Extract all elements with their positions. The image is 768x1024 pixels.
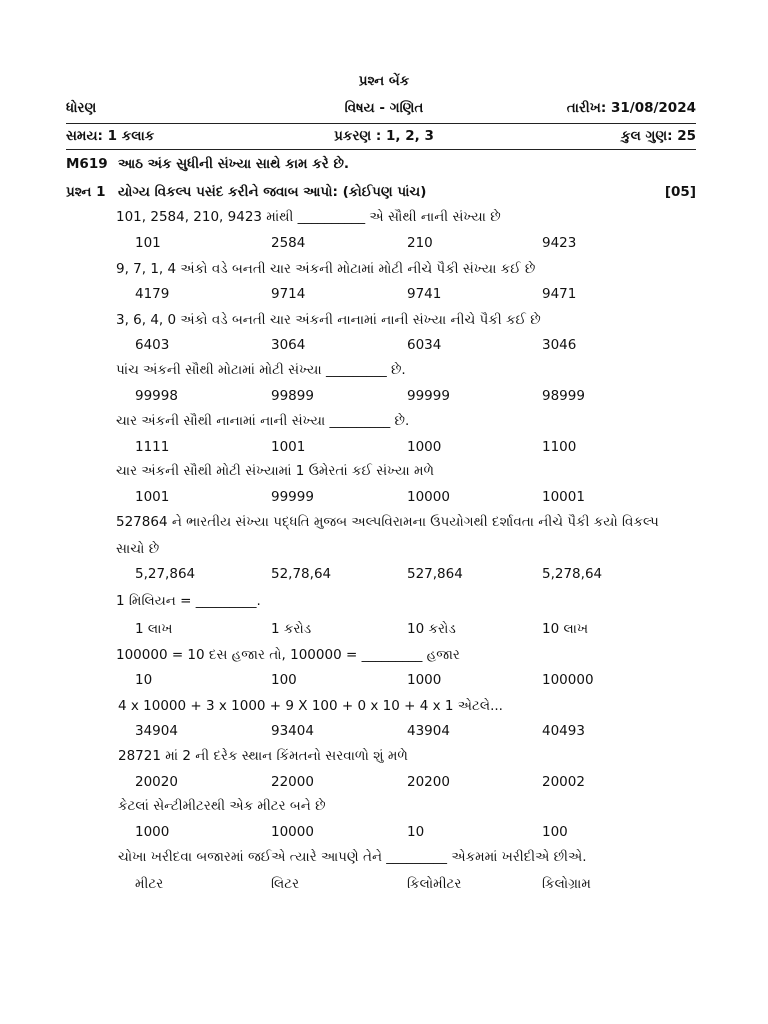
- question-9-option-d: 100000: [542, 672, 594, 688]
- question-3-text: 3, 6, 4, 0 અંકો વડે બનતી ચાર અંકની નાનામાં નાની સંખ્યા નીચે પૈકી કઈ છે: [116, 312, 541, 328]
- question-1-option-a: 101: [135, 235, 161, 251]
- question-5-option-d: 1100: [542, 439, 577, 455]
- chapters-label: પ્રકરણ : 1, 2, 3: [334, 128, 434, 144]
- header-divider-top: [66, 123, 696, 124]
- question-2-option-d: 9471: [542, 286, 577, 302]
- question-4-option-d: 98999: [542, 388, 585, 404]
- question-10-text: 4 x 10000 + 3 x 1000 + 9 X 100 + 0 x 10 + 4 x 1 એટલે...: [118, 698, 503, 714]
- date-label: તારીખ: 31/08/2024: [566, 100, 696, 116]
- question-7-option-d: 5,278,64: [542, 566, 603, 582]
- question-4-text: પાંચ અંકની સૌથી મોટામાં મોટી સંખ્યા _________ છે.: [116, 362, 406, 378]
- question-5-text: ચાર અંકની સૌથી નાનામાં નાની સંખ્યા _________ છે.: [116, 413, 410, 429]
- question-8-option-a: 1 લાખ: [135, 621, 173, 637]
- question-5-option-b: 1001: [271, 439, 306, 455]
- question-1-option-c: 210: [407, 235, 433, 251]
- question-4-option-c: 99999: [407, 388, 450, 404]
- question-8-option-d: 10 લાખ: [542, 621, 589, 637]
- question-2-option-a: 4179: [135, 286, 170, 302]
- header-divider-bottom: [66, 149, 696, 150]
- question-13-option-c: કિલોમીટર: [407, 876, 462, 892]
- question-5-option-a: 1111: [135, 439, 170, 455]
- question-4-option-a: 99998: [135, 388, 178, 404]
- question-12-option-d: 100: [542, 824, 568, 840]
- question-13-option-d: કિલોગ્રામ: [542, 876, 591, 892]
- question-3-option-d: 3046: [542, 337, 577, 353]
- question-6-option-a: 1001: [135, 489, 170, 505]
- question-2-option-c: 9741: [407, 286, 442, 302]
- outcome-code: M619: [66, 156, 108, 172]
- question-9-option-a: 10: [135, 672, 153, 688]
- question-8-option-c: 10 કરોડ: [407, 621, 456, 637]
- question-13-text: ચોખા ખરીદવા બજારમાં જઈએ ત્યારે આપણે તેને _________ એકમમાં ખરીદીએ છીએ.: [118, 849, 587, 865]
- question-13-option-a: મીટર: [135, 876, 164, 892]
- question-2-text: 9, 7, 1, 4 અંકો વડે બનતી ચાર અંકની મોટામાં મોટી નીચે પૈકી સંખ્યા કઈ છે: [116, 261, 536, 277]
- question-6-option-b: 99999: [271, 489, 314, 505]
- question-10-option-a: 34904: [135, 723, 178, 739]
- section-number: પ્રશ્ન 1: [66, 184, 106, 200]
- question-1-text: 101, 2584, 210, 9423 માંથી __________ એ સૌથી નાની સંખ્યા છે: [116, 209, 501, 225]
- question-12-option-a: 1000: [135, 824, 170, 840]
- time-label: સમય: 1 કલાક: [66, 128, 155, 144]
- question-10-option-c: 43904: [407, 723, 450, 739]
- question-6-text: ચાર અંકની સૌથી મોટી સંખ્યામાં 1 ઉમેરતાં કઈ સંખ્યા મળે: [116, 463, 435, 479]
- question-11-option-b: 22000: [271, 774, 314, 790]
- question-11-option-c: 20200: [407, 774, 450, 790]
- total-marks-label: કુલ ગુણ: 25: [621, 128, 696, 144]
- question-7-option-a: 5,27,864: [135, 566, 196, 582]
- question-5-option-c: 1000: [407, 439, 442, 455]
- question-4-option-b: 99899: [271, 388, 314, 404]
- subject-label: વિષય - ગણિત: [344, 100, 424, 116]
- question-8-text: 1 મિલિયન = _________.: [116, 593, 261, 609]
- question-6-option-c: 10000: [407, 489, 450, 505]
- question-10-option-d: 40493: [542, 723, 585, 739]
- question-13-option-b: લિટર: [271, 876, 300, 892]
- question-11-option-a: 20020: [135, 774, 178, 790]
- question-3-option-a: 6403: [135, 337, 170, 353]
- question-6-option-d: 10001: [542, 489, 585, 505]
- question-2-option-b: 9714: [271, 286, 306, 302]
- question-1-option-b: 2584: [271, 235, 306, 251]
- section-instruction: યોગ્ય વિકલ્પ પસંદ કરીને જવાબ આપો: (કોઈપણ પાંચ): [118, 184, 427, 200]
- question-9-option-b: 100: [271, 672, 297, 688]
- question-12-text: કેટલાં સેન્ટીમીટરથી એક મીટર બને છે: [118, 798, 326, 814]
- outcome-text: આઠ અંક સુધીની સંખ્યા સાથે કામ કરે છે.: [118, 156, 350, 172]
- question-7-text-line2: સાચો છે: [116, 541, 160, 557]
- question-11-text: 28721 માં 2 ની દરેક સ્થાન કિંમતનો સરવાળો શું મળે: [118, 748, 408, 764]
- question-3-option-b: 3064: [271, 337, 306, 353]
- page-title: પ્રશ્ન બેંક: [358, 73, 410, 89]
- question-12-option-b: 10000: [271, 824, 314, 840]
- question-7-option-b: 52,78,64: [271, 566, 332, 582]
- question-7-text: 527864 ને ભારતીય સંખ્યા પદ્ધતિ મુજબ અલ્પવિરામના ઉપયોગથી દર્શાવતા નીચે પૈકી કયો વિકલ્પ: [116, 514, 659, 530]
- question-3-option-c: 6034: [407, 337, 442, 353]
- section-marks: [05]: [664, 184, 696, 200]
- question-9-text: 100000 = 10 દસ હજાર તો, 100000 = _________ હજાર: [116, 647, 460, 663]
- question-9-option-c: 1000: [407, 672, 442, 688]
- question-8-option-b: 1 કરોડ: [271, 621, 312, 637]
- question-12-option-c: 10: [407, 824, 425, 840]
- question-1-option-d: 9423: [542, 235, 577, 251]
- question-7-option-c: 527,864: [407, 566, 463, 582]
- question-10-option-b: 93404: [271, 723, 314, 739]
- question-11-option-d: 20002: [542, 774, 585, 790]
- grade-label: ધોરણ: [66, 100, 97, 116]
